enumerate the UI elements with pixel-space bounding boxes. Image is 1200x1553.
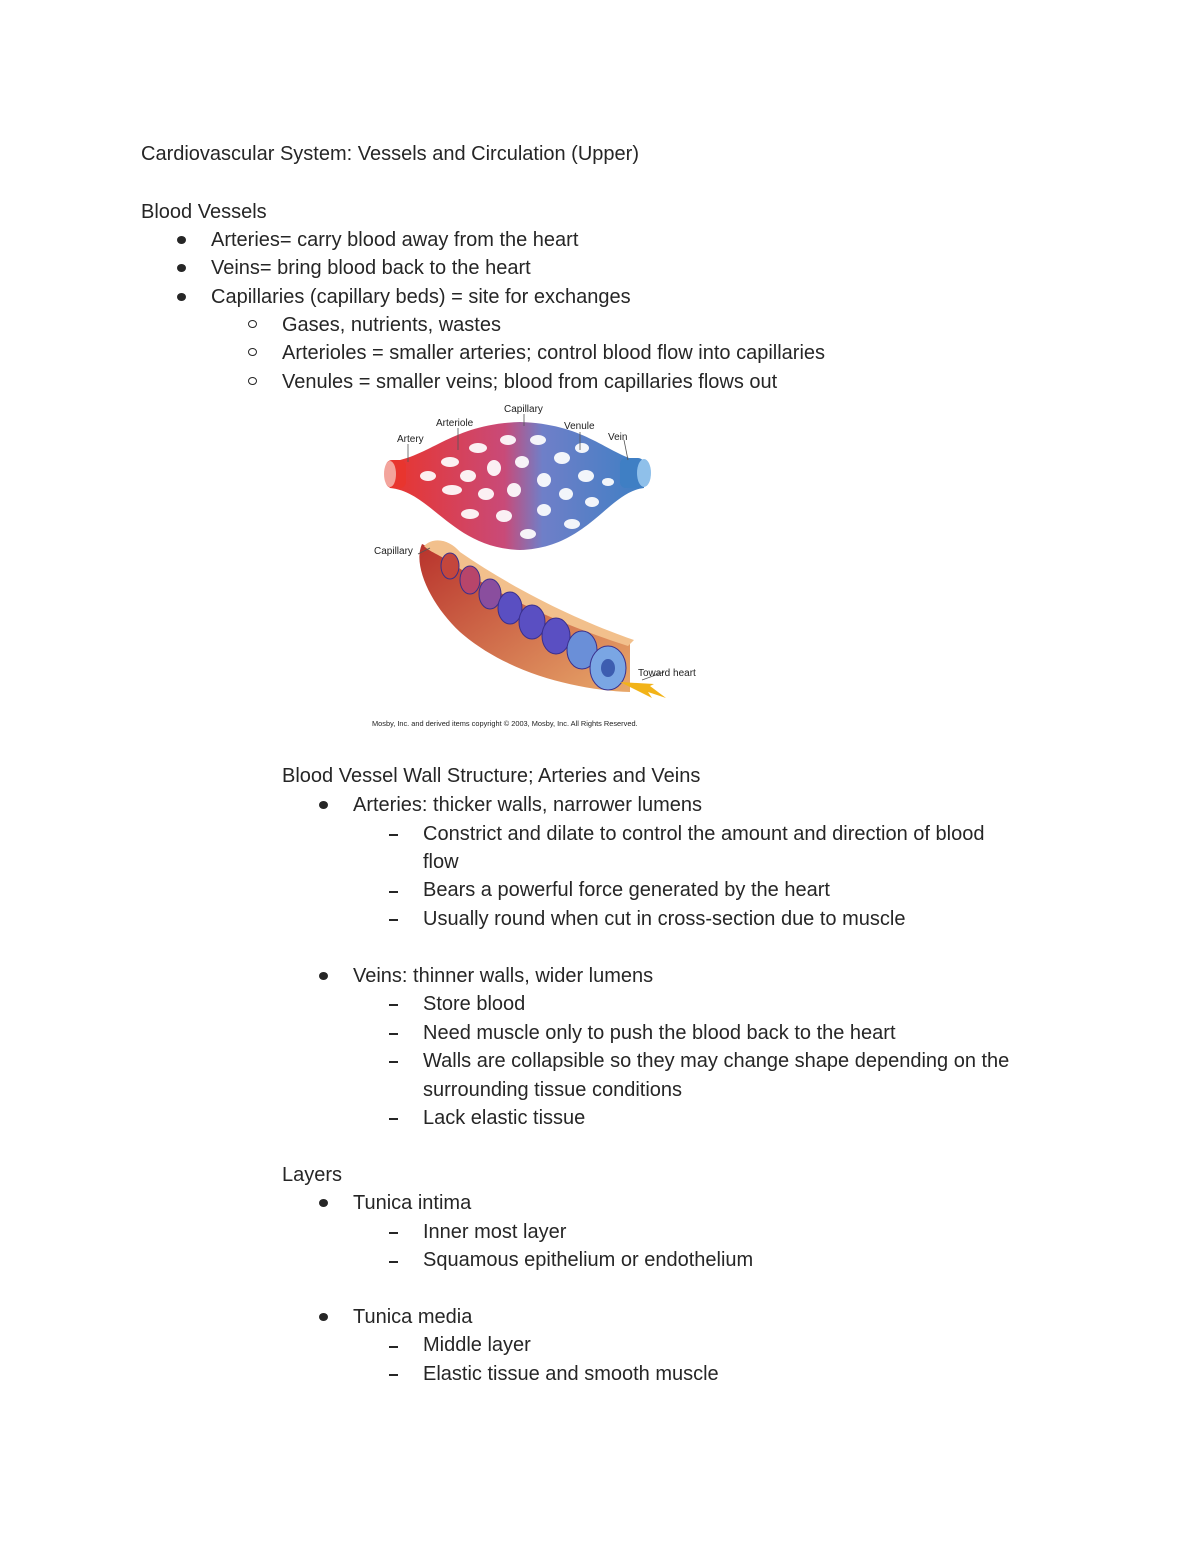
detail-item: Store blood xyxy=(423,993,526,1015)
bullet-icon xyxy=(319,972,328,980)
detail-item: Squamous epithelium or endothelium xyxy=(423,1249,754,1271)
detail-item: Need muscle only to push the blood back to the heart xyxy=(423,1022,896,1044)
label-toward-heart: Toward heart xyxy=(638,668,696,679)
dash-icon xyxy=(389,1118,398,1120)
list-item-tunica-media: Tunica media xyxy=(353,1306,473,1328)
detail-item-continuation: surrounding tissue conditions xyxy=(423,1079,683,1101)
list-item: Arteries= carry blood away from the heart xyxy=(211,229,579,251)
dash-icon xyxy=(389,1346,398,1348)
detail-item: Walls are collapsible so they may change shape depending on the xyxy=(423,1050,1010,1072)
detail-item-continuation: flow xyxy=(423,851,459,873)
dash-icon xyxy=(389,1004,398,1006)
bullet-icon xyxy=(177,236,186,244)
dash-icon xyxy=(389,1033,398,1035)
label-vein: Vein xyxy=(608,432,628,443)
list-item: Capillaries (capillary beds) = site for exchanges xyxy=(211,286,631,308)
detail-item: Elastic tissue and smooth muscle xyxy=(423,1363,719,1385)
dash-icon xyxy=(389,1061,398,1063)
detail-item: Usually round when cut in cross-section due to muscle xyxy=(423,908,906,930)
label-capillary-side: Capillary xyxy=(374,546,413,557)
detail-item: Middle layer xyxy=(423,1334,531,1356)
hollow-bullet-icon xyxy=(248,348,257,356)
bullet-icon xyxy=(177,293,186,301)
detail-item: Bears a powerful force generated by the heart xyxy=(423,879,830,901)
dash-icon xyxy=(389,1261,398,1263)
dash-icon xyxy=(389,919,398,921)
capillary-bed-illustration xyxy=(282,396,798,736)
hollow-bullet-icon xyxy=(248,377,257,385)
bullet-icon xyxy=(319,801,328,809)
detail-item: Constrict and dilate to control the amount and direction of blood xyxy=(423,823,985,845)
section-heading-blood-vessels: Blood Vessels xyxy=(141,201,267,223)
label-artery: Artery xyxy=(397,434,424,445)
bullet-icon xyxy=(177,264,186,272)
sub-list-item: Venules = smaller veins; blood from capillaries flows out xyxy=(282,371,778,393)
bullet-icon xyxy=(319,1313,328,1321)
capillary-cross-section-drawing xyxy=(419,540,666,698)
hollow-bullet-icon xyxy=(248,320,257,328)
list-item-veins: Veins: thinner walls, wider lumens xyxy=(353,965,654,987)
dash-icon xyxy=(389,891,398,893)
figure-credit: Mosby, Inc. and derived items copyright © 2003, Mosby, Inc. All Rights Reserved. xyxy=(372,719,638,728)
detail-item: Inner most layer xyxy=(423,1221,567,1243)
dash-icon xyxy=(389,1374,398,1376)
list-item-arteries: Arteries: thicker walls, narrower lumens xyxy=(353,794,702,816)
sub-list-item: Gases, nutrients, wastes xyxy=(282,314,501,336)
label-venule: Venule xyxy=(564,421,595,432)
list-item: Veins= bring blood back to the heart xyxy=(211,257,531,279)
label-capillary-top: Capillary xyxy=(504,404,543,415)
detail-item: Lack elastic tissue xyxy=(423,1107,586,1129)
sub-list-item: Arterioles = smaller arteries; control blood flow into capillaries xyxy=(282,342,826,364)
page-title: Cardiovascular System: Vessels and Circulation (Upper) xyxy=(141,143,639,165)
section-heading-wall-structure: Blood Vessel Wall Structure; Arteries and Veins xyxy=(282,765,701,787)
dash-icon xyxy=(389,834,398,836)
section-heading-layers: Layers xyxy=(282,1164,343,1186)
list-item-tunica-intima: Tunica intima xyxy=(353,1192,472,1214)
dash-icon xyxy=(389,1232,398,1234)
label-arteriole: Arteriole xyxy=(436,418,474,429)
bullet-icon xyxy=(319,1199,328,1207)
